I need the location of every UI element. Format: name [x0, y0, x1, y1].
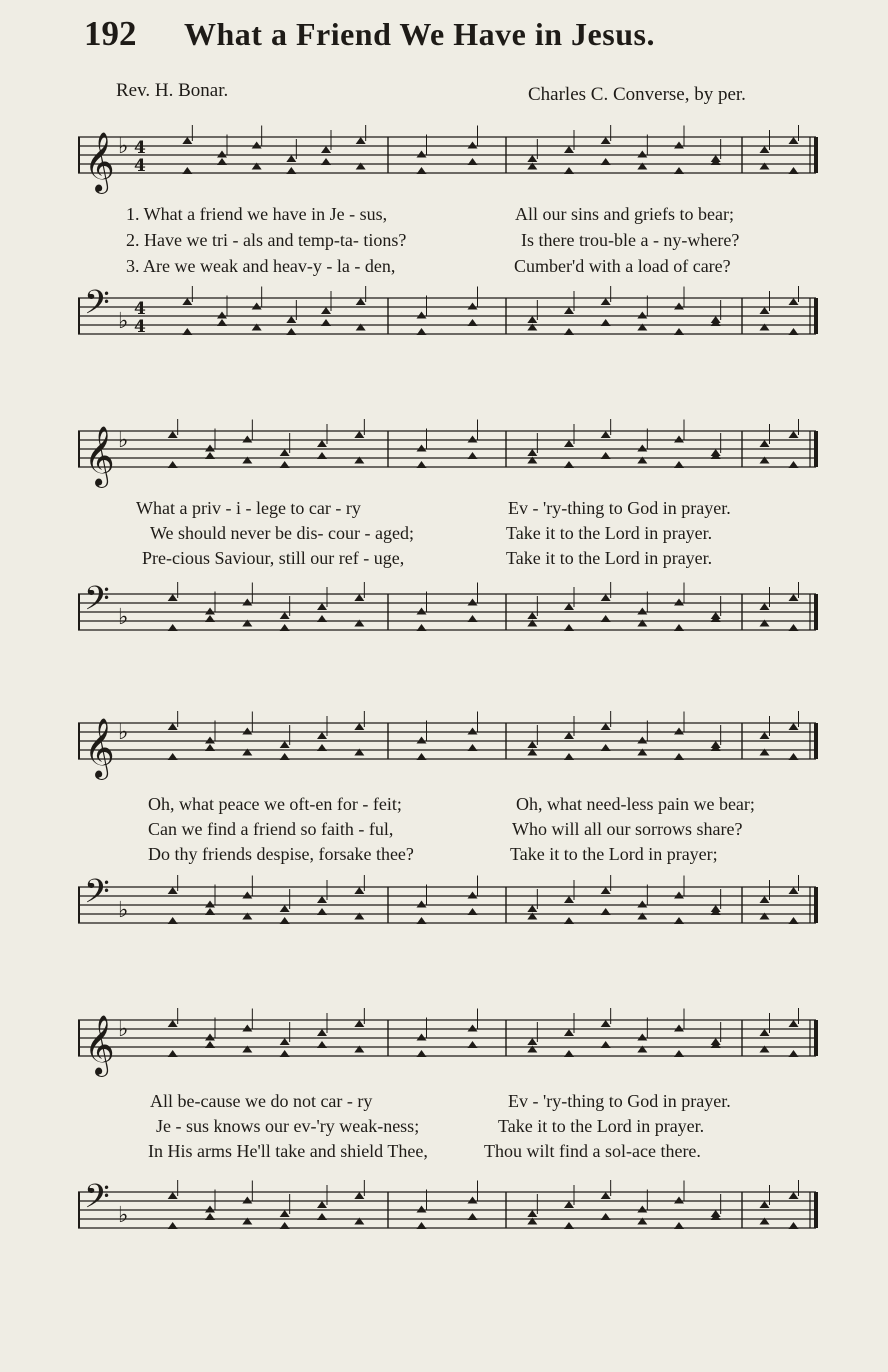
note-head: [168, 431, 178, 438]
flat-icon: ♭: [118, 1203, 129, 1228]
note-head: [205, 445, 215, 452]
lyric-left: Do thy friends despise, forsake thee?: [148, 844, 414, 864]
note-head: [242, 728, 252, 735]
note-head: [417, 901, 427, 908]
note-head: [280, 753, 290, 760]
note-head: [637, 608, 647, 615]
note-head: [564, 1050, 574, 1057]
lyric-left: In His arms He'll take and shield Thee,: [148, 1141, 428, 1161]
note-head: [527, 741, 537, 748]
note-head: [789, 624, 799, 631]
note-head: [468, 892, 478, 899]
lyric-right: Take it to the Lord in prayer;: [510, 844, 718, 864]
note-head: [601, 723, 611, 730]
music-system-2: [78, 414, 820, 654]
flat-icon: ♭: [118, 428, 129, 453]
lyric-right: Cumber'd with a load of care?: [514, 256, 731, 276]
note-head: [789, 1020, 799, 1027]
note-head: [760, 1201, 770, 1208]
note-head: [601, 1041, 611, 1048]
note-head: [789, 167, 799, 174]
note-head: [789, 137, 799, 144]
note-head: [564, 461, 574, 468]
hymn-author: Rev. H. Bonar.: [116, 80, 229, 101]
note-head: [789, 887, 799, 894]
note-head: [317, 896, 327, 903]
note-head: [601, 452, 611, 459]
lyric-left: Pre-cious Saviour, still our ref - uge,: [142, 548, 405, 568]
note-head: [317, 440, 327, 447]
note-head: [789, 461, 799, 468]
note-head: [601, 431, 611, 438]
note-head: [468, 615, 478, 622]
bass-clef-icon: 𝄢: [84, 875, 110, 919]
note-head: [417, 624, 427, 631]
note-head: [168, 1020, 178, 1027]
lyric-left: 2. Have we tri - als and temp-ta- tions?: [126, 230, 407, 250]
note-head: [674, 1222, 684, 1229]
note-head: [468, 1197, 478, 1204]
note-head: [564, 440, 574, 447]
note-head: [601, 319, 611, 326]
note-head: [468, 728, 478, 735]
time-signature: 4: [134, 138, 146, 158]
note-head: [760, 603, 770, 610]
note-head: [205, 1206, 215, 1213]
lyric-line: [78, 523, 820, 548]
note-head: [321, 307, 331, 314]
note-head: [468, 908, 478, 915]
note-head: [286, 328, 296, 335]
note-head: [205, 452, 215, 459]
note-head: [637, 1206, 647, 1213]
note-head: [789, 753, 799, 760]
flat-icon: ♭: [118, 134, 129, 159]
treble-clef-icon: 𝄞: [84, 426, 115, 486]
note-head: [168, 624, 178, 631]
note-head: [674, 436, 684, 443]
note-head: [601, 137, 611, 144]
flat-icon: ♭: [118, 1017, 129, 1042]
note-head: [242, 1025, 252, 1032]
note-head: [789, 594, 799, 601]
lyric-left: Je - sus knows our ev-'ry weak-ness;: [156, 1116, 420, 1136]
note-head: [601, 594, 611, 601]
bass-clef-icon: 𝄢: [84, 286, 110, 330]
note-head: [168, 753, 178, 760]
bass-staff-3: [78, 875, 820, 947]
note-head: [317, 744, 327, 751]
note-head: [280, 449, 290, 456]
note-head: [674, 624, 684, 631]
time-signature: 4: [134, 317, 146, 337]
note-head: [182, 298, 192, 305]
note-head: [417, 461, 427, 468]
note-head: [674, 917, 684, 924]
note-head: [674, 328, 684, 335]
note-head: [674, 303, 684, 310]
note-head: [564, 307, 574, 314]
lyric-right: Thou wilt find a sol-ace there.: [484, 1141, 701, 1161]
flat-icon: ♭: [118, 309, 129, 334]
note-head: [789, 328, 799, 335]
note-head: [527, 316, 537, 323]
lyric-line: [78, 256, 820, 281]
note-head: [564, 167, 574, 174]
note-head: [760, 307, 770, 314]
note-head: [317, 452, 327, 459]
note-head: [205, 1034, 215, 1041]
treble-staff-4: [78, 1008, 820, 1080]
note-head: [564, 896, 574, 903]
note-head: [468, 319, 478, 326]
note-head: [252, 142, 262, 149]
note-head: [242, 1197, 252, 1204]
note-head: [637, 151, 647, 158]
treble-clef-icon: 𝄞: [84, 718, 115, 778]
note-head: [674, 1050, 684, 1057]
lyric-right: Is there trou-ble a - ny-where?: [521, 230, 740, 250]
lyric-left: Can we find a friend so faith - ful,: [148, 819, 394, 839]
note-head: [789, 917, 799, 924]
lyric-left: 3. Are we weak and heav-y - la - den,: [126, 256, 396, 276]
note-head: [205, 744, 215, 751]
note-head: [601, 1020, 611, 1027]
note-head: [789, 298, 799, 305]
note-head: [760, 1029, 770, 1036]
lyric-right: Who will all our sorrows share?: [512, 819, 743, 839]
note-head: [280, 1222, 290, 1229]
note-head: [417, 1222, 427, 1229]
note-head: [205, 615, 215, 622]
note-head: [168, 1192, 178, 1199]
note-head: [601, 158, 611, 165]
treble-staff-1: [78, 125, 820, 197]
note-head: [637, 445, 647, 452]
note-head: [601, 1192, 611, 1199]
bass-clef-icon: 𝄢: [84, 582, 110, 626]
note-head: [417, 445, 427, 452]
note-head: [527, 905, 537, 912]
note-head: [286, 167, 296, 174]
lyric-line: [78, 819, 820, 844]
lyric-right: Ev - 'ry-thing to God in prayer.: [508, 1091, 731, 1111]
note-head: [205, 1213, 215, 1220]
note-head: [280, 461, 290, 468]
treble-staff-3: [78, 711, 820, 783]
lyric-line: [78, 1116, 820, 1141]
note-head: [789, 1050, 799, 1057]
note-head: [321, 146, 331, 153]
note-head: [321, 158, 331, 165]
note-head: [317, 615, 327, 622]
note-head: [286, 316, 296, 323]
note-head: [217, 151, 227, 158]
note-head: [280, 1210, 290, 1217]
note-head: [242, 892, 252, 899]
lyric-right: Ev - 'ry-thing to God in prayer.: [508, 498, 731, 518]
note-head: [527, 1210, 537, 1217]
note-head: [468, 303, 478, 310]
note-head: [417, 753, 427, 760]
note-head: [789, 1222, 799, 1229]
note-head: [417, 1050, 427, 1057]
note-head: [354, 594, 364, 601]
note-head: [468, 436, 478, 443]
note-head: [564, 1222, 574, 1229]
flat-icon: ♭: [118, 605, 129, 630]
note-head: [168, 594, 178, 601]
note-head: [601, 744, 611, 751]
hymn-number: 192: [84, 14, 137, 53]
note-head: [674, 1197, 684, 1204]
note-head: [205, 908, 215, 915]
note-head: [527, 612, 537, 619]
lyric-right: All our sins and griefs to bear;: [515, 204, 734, 224]
note-head: [417, 167, 427, 174]
lyric-left: What a priv - i - lege to car - ry: [136, 498, 361, 518]
note-head: [317, 1213, 327, 1220]
note-head: [637, 737, 647, 744]
note-head: [527, 449, 537, 456]
note-head: [601, 908, 611, 915]
note-head: [317, 908, 327, 915]
music-system-1: [78, 120, 820, 360]
note-head: [564, 624, 574, 631]
note-head: [280, 905, 290, 912]
note-head: [280, 1038, 290, 1045]
note-head: [601, 887, 611, 894]
lyric-line: [78, 230, 820, 255]
lyric-right: Oh, what need-less pain we bear;: [516, 794, 755, 814]
note-head: [527, 1038, 537, 1045]
treble-clef-icon: 𝄞: [84, 132, 115, 192]
note-head: [674, 599, 684, 606]
note-head: [168, 723, 178, 730]
note-head: [354, 1192, 364, 1199]
note-head: [252, 303, 262, 310]
note-head: [417, 737, 427, 744]
note-head: [674, 461, 684, 468]
note-head: [168, 1222, 178, 1229]
note-head: [354, 431, 364, 438]
note-head: [354, 1020, 364, 1027]
music-system-4: [78, 1002, 820, 1252]
note-head: [760, 732, 770, 739]
note-head: [637, 312, 647, 319]
bass-clef-icon: 𝄢: [84, 1180, 110, 1224]
note-head: [182, 137, 192, 144]
note-head: [417, 328, 427, 335]
note-head: [205, 1041, 215, 1048]
note-head: [468, 1025, 478, 1032]
note-head: [468, 744, 478, 751]
note-head: [205, 901, 215, 908]
lyric-right: Take it to the Lord in prayer.: [506, 523, 713, 543]
note-head: [280, 917, 290, 924]
note-head: [417, 1034, 427, 1041]
note-head: [217, 312, 227, 319]
note-head: [601, 1213, 611, 1220]
note-head: [205, 608, 215, 615]
note-head: [601, 298, 611, 305]
note-head: [417, 1206, 427, 1213]
note-head: [760, 440, 770, 447]
lyric-line: [78, 844, 820, 869]
note-head: [789, 431, 799, 438]
note-head: [674, 167, 684, 174]
bass-staff-4: [78, 1180, 820, 1252]
note-head: [564, 732, 574, 739]
note-head: [317, 603, 327, 610]
time-signature: 4: [134, 156, 146, 176]
note-head: [217, 319, 227, 326]
note-head: [182, 167, 192, 174]
lyric-line: [78, 1141, 820, 1166]
lyric-line: [78, 548, 820, 573]
note-head: [760, 146, 770, 153]
note-head: [564, 328, 574, 335]
note-head: [417, 151, 427, 158]
note-head: [637, 901, 647, 908]
note-head: [217, 158, 227, 165]
note-head: [564, 1201, 574, 1208]
flat-icon: ♭: [118, 898, 129, 923]
hymn-header: [84, 14, 844, 58]
note-head: [286, 155, 296, 162]
note-head: [760, 896, 770, 903]
note-head: [317, 1041, 327, 1048]
lyric-line: [78, 794, 820, 819]
note-head: [168, 917, 178, 924]
note-head: [182, 328, 192, 335]
bass-staff-1: [78, 286, 820, 358]
note-head: [468, 1213, 478, 1220]
note-head: [168, 887, 178, 894]
note-head: [468, 452, 478, 459]
note-head: [789, 1192, 799, 1199]
note-head: [564, 917, 574, 924]
note-head: [280, 1050, 290, 1057]
note-head: [674, 728, 684, 735]
note-head: [417, 608, 427, 615]
note-head: [564, 146, 574, 153]
note-head: [317, 1029, 327, 1036]
note-head: [468, 599, 478, 606]
note-head: [674, 142, 684, 149]
lyric-left: All be-cause we do not car - ry: [150, 1091, 373, 1111]
note-head: [280, 741, 290, 748]
note-head: [789, 723, 799, 730]
note-head: [564, 603, 574, 610]
bass-staff-2: [78, 582, 820, 654]
note-head: [168, 461, 178, 468]
note-head: [468, 142, 478, 149]
note-head: [564, 753, 574, 760]
note-head: [417, 312, 427, 319]
note-head: [674, 1025, 684, 1032]
note-head: [674, 892, 684, 899]
note-head: [356, 298, 366, 305]
treble-staff-2: [78, 419, 820, 491]
lyric-left: 1. What a friend we have in Je - sus,: [126, 204, 388, 224]
note-head: [601, 615, 611, 622]
note-head: [674, 753, 684, 760]
note-head: [242, 599, 252, 606]
note-head: [321, 319, 331, 326]
note-head: [564, 1029, 574, 1036]
note-head: [417, 917, 427, 924]
lyric-left: We should never be dis- cour - aged;: [150, 523, 414, 543]
note-head: [356, 137, 366, 144]
note-head: [354, 723, 364, 730]
lyric-line: [78, 498, 820, 523]
lyric-right: Take it to the Lord in prayer.: [506, 548, 713, 568]
hymn-composer: Charles C. Converse, by per.: [528, 84, 746, 105]
note-head: [354, 887, 364, 894]
note-head: [280, 624, 290, 631]
lyric-right: Take it to the Lord in prayer.: [498, 1116, 705, 1136]
time-signature: 4: [134, 299, 146, 319]
note-head: [280, 612, 290, 619]
note-head: [205, 737, 215, 744]
lyric-left: Oh, what peace we oft-en for - feit;: [148, 794, 402, 814]
hymn-title: What a Friend We Have in Jesus.: [184, 16, 655, 52]
lyric-line: [78, 1091, 820, 1116]
note-head: [637, 1034, 647, 1041]
note-head: [242, 436, 252, 443]
flat-icon: ♭: [118, 720, 129, 745]
music-system-3: [78, 705, 820, 950]
note-head: [168, 1050, 178, 1057]
note-head: [317, 732, 327, 739]
note-head: [317, 1201, 327, 1208]
note-head: [468, 158, 478, 165]
note-head: [527, 155, 537, 162]
lyric-line: [78, 204, 820, 229]
note-head: [468, 1041, 478, 1048]
treble-clef-icon: 𝄞: [84, 1015, 115, 1075]
